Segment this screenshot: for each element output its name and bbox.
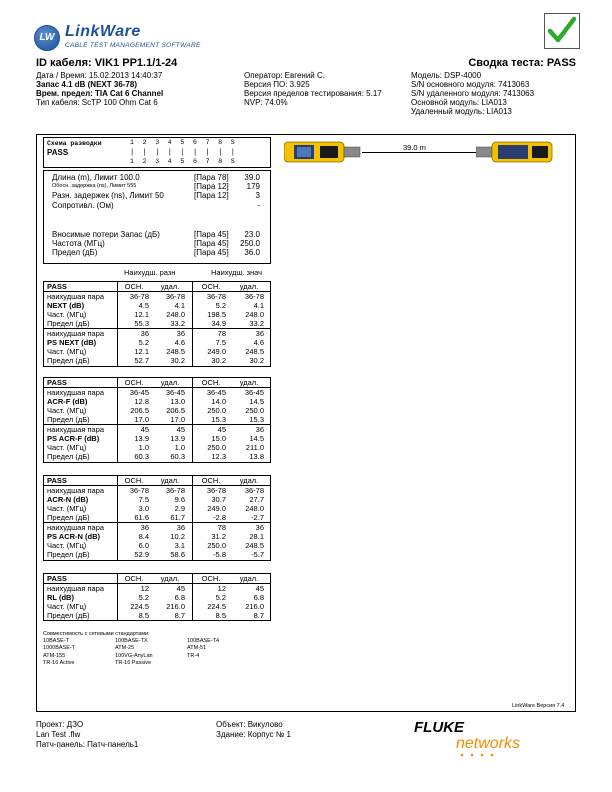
cell-value: 206.5 [130,405,149,415]
table-row [44,397,270,406]
row-label: PS ACR-N (dB) [47,531,101,541]
compat-standard: TR-16 Active [43,659,75,666]
compat-standard: 100VG-AnyLan [115,652,153,659]
summary-box: Длина (m), Лимит 100.0 [Пара 78] 39.0 Обосн. задержка (ns), Лимит 555 [Пара 12] 179 Разн. задержек (ns), Лимит 50 [Пара 12] 3 Сопротивл. (Ом) - Вносимые потери Запас (дБ) [Пара 45] 23.0 Частота (МГц) [Пара 45] 250.0 Предел (дБ) [Пара 45] 36.0 [43,170,271,264]
cell-value: 5.2 [138,592,149,602]
row-label: наихудшая пара [47,388,105,398]
cell-value: 45 [176,584,185,594]
table-row [44,513,270,522]
cell-value: 249.0 [207,503,226,513]
cell-value: 34.9 [211,319,226,329]
cell-value: 36-78 [244,486,264,496]
logo-name: LinkWare [65,23,141,40]
cell-value: 1.0 [174,443,185,453]
datetime: Дата / Время: 15.02.2013 14:40:37 [36,71,163,80]
row-label: Предел (дБ) [47,611,90,621]
cell-value: 13.9 [170,433,185,443]
row-label: наихудшая пара [47,292,105,302]
result-block [43,573,271,621]
cell-value: 45 [176,425,185,435]
row-label: Предел (дБ) [47,550,90,560]
row-label: ACR-F (dB) [47,396,88,406]
cell-value: 30.2 [211,356,226,366]
compat-standard: ATM-25 [115,645,135,652]
cell-value: удал. [160,476,180,485]
row-label: наихудшая пара [47,523,105,533]
table-row [44,328,270,337]
row-label: наихудшая пара [47,425,105,435]
cell-value: 248.0 [245,309,264,319]
remote-unit-icon [476,141,554,163]
cell-value: 14.5 [249,396,264,406]
cell-value: 27.7 [249,494,264,504]
cell-value: 36-78 [129,486,149,496]
cell-value: 36-78 [244,292,264,302]
cell-value: 36 [140,523,149,533]
cell-value: 249.0 [207,347,226,357]
table-row [44,406,270,415]
cell-value: 36-78 [206,292,226,302]
table-row [44,550,270,559]
cell-value: 248.5 [245,347,264,357]
table-row [44,443,270,452]
cell-value: 36 [140,329,149,339]
row-label: Част. (МГц) [47,503,87,513]
column-divider [117,574,118,620]
cell-value: 12.8 [134,396,149,406]
cell-value: 8.7 [253,611,264,621]
cell-value: 216.0 [245,601,264,611]
cell-value: 3.0 [138,503,149,513]
table-row [44,387,270,396]
row-label: Предел (дБ) [47,513,90,523]
svg-text:networks: networks [456,735,521,752]
table-row [44,504,270,513]
cell-value: 8.5 [215,611,226,621]
cell-value: 5.2 [138,337,149,347]
cell-value: удал. [239,378,259,387]
cell-value: 7.5 [138,494,149,504]
cell-value: 36-78 [165,486,185,496]
cell-value: 4.1 [174,300,185,310]
cell-value: 4.1 [253,300,264,310]
test-summary: Сводка теста: PASS [468,57,576,69]
column-divider [192,574,193,620]
row-label: Предел (дБ) [47,452,90,462]
cell-value: 3.1 [174,541,185,551]
table-row [44,476,270,485]
cell-value: 15.3 [211,415,226,425]
cell-value: 36 [176,523,185,533]
cell-value: 12 [140,584,149,594]
column-divider [192,282,193,366]
cell-value: ОСН. [124,282,144,291]
wiremap-label: Схема разводки [47,140,102,147]
cell-value: удал. [160,378,180,387]
nvp: NVP: 74.0% [244,98,288,107]
cell-value: -5.7 [251,550,264,560]
cell-value: 30.2 [249,356,264,366]
cell-value: 250.0 [207,541,226,551]
cell-value: 8.4 [138,531,149,541]
fluke-networks-logo [412,718,552,758]
wiremap-bottom-pins: 1 2 3 4 5 6 7 8 S [130,158,238,165]
cell-value: 15.3 [249,415,264,425]
cell-value: 224.5 [207,601,226,611]
cell-value: 248.5 [245,541,264,551]
cell-value: удал. [239,574,259,583]
cell-value: 36-45 [165,388,185,398]
cell-value: 78 [217,523,226,533]
headroom: Запас 4.1 dB (NEXT 36-78) [36,80,137,89]
cell-value: 12.3 [211,452,226,462]
cell-value: 31.2 [211,531,226,541]
cell-value: 78 [217,329,226,339]
sn-remote: S/N удаленного модуля: 7413063 [411,89,535,98]
cell-value: 250.0 [245,405,264,415]
footer-object: Объект: Викулово [216,720,283,729]
cell-value: 13.9 [134,433,149,443]
cell-value: 13.0 [170,396,185,406]
cell-value: 28.1 [249,531,264,541]
cell-value: ОСН. [124,378,144,387]
cell-value: ОСН. [201,282,221,291]
cell-value: ОСН. [201,378,221,387]
row-label: PASS [47,476,67,485]
cell-value: 36-45 [206,388,226,398]
table-row [44,593,270,602]
footer-building: Здание: Корпус № 1 [216,730,292,739]
cell-value: 1.0 [138,443,149,453]
cell-value: 4.5 [138,300,149,310]
cell-value: 5.2 [215,592,226,602]
cell-value: 36 [255,425,264,435]
cable-id: ID кабеля: VIK1 PP1.1/1-24 [36,57,178,69]
table-row [44,452,270,461]
table-row [44,532,270,541]
compat-standard: ATM-51 [187,645,207,652]
wiremap-result: PASS [47,148,69,157]
table-row [44,319,270,328]
wiremap-top-pins: 1 2 3 4 5 6 7 8 S [130,139,238,146]
cell-value: 224.5 [130,601,149,611]
cell-value: 198.5 [207,309,226,319]
cell-value: удал. [160,282,180,291]
compat-standard: TR-16 Passive [115,659,152,666]
cell-value: 36 [255,523,264,533]
table-row [44,583,270,592]
footer-file: Lan Test .flw [36,730,81,739]
cell-value: 12 [217,584,226,594]
svg-text:FLUKE: FLUKE [414,719,464,736]
column-worst-value: Наихудш. знач [211,268,263,277]
result-block [43,281,271,367]
sw-version: Версия ПО: 3.925 [244,80,310,89]
row-label: RL (dB) [47,592,74,602]
sn-main: S/N основного модуля: 7413063 [411,80,530,89]
table-row [44,282,270,291]
row-label: PASS [47,378,67,387]
logo-tagline: CABLE TEST MANAGEMENT SOFTWARE [65,42,201,49]
cell-value: 7.5 [215,337,226,347]
cell-value: 60.3 [170,452,185,462]
cell-value: ОСН. [201,476,221,485]
remote-module: Удаленный модуль: LIA013 [411,107,512,116]
cell-value: 36 [255,329,264,339]
cell-value: 36-78 [206,486,226,496]
row-label: NEXT (dB) [47,300,85,310]
cell-value: -5.8 [213,550,226,560]
row-label: Предел (дБ) [47,356,90,366]
cell-value: 45 [255,584,264,594]
table-row [44,495,270,504]
table-row [44,338,270,347]
column-divider [192,378,193,462]
cell-value: 6.0 [138,541,149,551]
operator: Оператор: Евгений С. [244,71,325,80]
cell-value: 250.0 [207,443,226,453]
table-row [44,378,270,387]
cell-value: -2.7 [251,513,264,523]
cell-value: 55.3 [134,319,149,329]
table-row [44,541,270,550]
row-label: Предел (дБ) [47,319,90,329]
row-label: наихудшая пара [47,584,105,594]
compat-standard: TR-4 [187,652,200,659]
cell-value: 61.6 [134,513,149,523]
cell-value: 12.1 [134,309,149,319]
limits-version: Версия пределов тестирования: 5.17 [244,89,382,98]
table-row [44,574,270,583]
cell-value: 58.6 [170,550,185,560]
table-row [44,424,270,433]
compat-standard: ATM-155 [43,652,66,659]
table-row [44,434,270,443]
cell-value: 17.0 [134,415,149,425]
compat-standard: 1000BASE-T [43,645,76,652]
cell-value: 14.5 [249,433,264,443]
table-row [44,415,270,424]
row-label: Предел (дБ) [47,415,90,425]
wiremap-bars: | | | | | | | | | [130,149,238,157]
column-divider [117,282,118,366]
table-row [44,356,270,365]
cell-value: 36-78 [165,292,185,302]
cell-value: 33.2 [249,319,264,329]
row-label: PS ACR-F (dB) [47,433,100,443]
cell-value: 10.2 [170,531,185,541]
compat-title: Совместимость с сетевыми стандартами: [43,631,150,637]
cell-value: 36-45 [244,388,264,398]
compat-standard: 10BASE-T [43,638,69,644]
cell-value: 36-45 [129,388,149,398]
cell-value: 52.7 [134,356,149,366]
table-row [44,485,270,494]
linkware-logo-icon: LW [34,25,60,51]
cell-value: 250.0 [207,405,226,415]
cell-value: 4.6 [174,337,185,347]
table-row [44,301,270,310]
cable-type: Тип кабеля: ScTP 100 Ohm Cat 6 [36,98,158,107]
cell-value: 61.7 [170,513,185,523]
cell-value: 14.0 [211,396,226,406]
cell-value: 2.9 [174,503,185,513]
cell-value: 30.7 [211,494,226,504]
cell-value: 211.0 [245,443,264,453]
row-label: Част. (МГц) [47,601,87,611]
column-worst-margin: Наихудш. разн [124,268,176,277]
cell-value: 9.6 [174,494,185,504]
row-label: ACR-N (dB) [47,494,89,504]
pass-check-icon [544,13,580,49]
footer-project: Проект: ДЗО [36,720,84,729]
cable-length-label: 39.0 m [403,143,426,152]
cable-line [362,152,492,153]
cell-value: 248.0 [166,309,185,319]
cell-value: 13.8 [249,452,264,462]
row-label: наихудшая пара [47,329,105,339]
test-limit: Врем. предел: TIA Cat 6 Channel [36,89,164,98]
cell-value: 45 [140,425,149,435]
compat-standard: 100BASE-T4 [187,638,220,644]
cell-value: 4.6 [253,337,264,347]
cell-value: 8.7 [174,611,185,621]
column-divider [192,476,193,560]
cell-value: 30.2 [170,356,185,366]
table-row [44,291,270,300]
model: Модель: DSP-4000 [411,71,482,80]
main-module: Основной модуль: LIA013 [411,98,507,107]
row-label: наихудшая пара [47,486,105,496]
cell-value: 15.0 [211,433,226,443]
compat-standard: 100BASE-TX [115,638,148,644]
cell-value: ОСН. [124,476,144,485]
table-row [44,611,270,620]
table-row [44,347,270,356]
cell-value: 6.8 [253,592,264,602]
wiremap [43,137,271,168]
cell-value: ОСН. [124,574,144,583]
result-block [43,377,271,463]
result-block [43,475,271,561]
cell-value: 248.5 [166,347,185,357]
cell-value: 8.5 [138,611,149,621]
cell-value: 36 [176,329,185,339]
table-row [44,522,270,531]
cell-value: удал. [239,476,259,485]
cell-value: 45 [217,425,226,435]
row-label: Част. (МГц) [47,541,87,551]
cell-value: 17.0 [170,415,185,425]
row-label: PASS [47,574,67,583]
column-divider [117,378,118,462]
cell-value: 248.0 [245,503,264,513]
cell-value: 12.1 [134,347,149,357]
cell-value: удал. [239,282,259,291]
row-label: Част. (МГц) [47,443,87,453]
row-label: Част. (МГц) [47,405,87,415]
row-label: Част. (МГц) [47,347,87,357]
cell-value: 52.9 [134,550,149,560]
cell-value: 206.5 [166,405,185,415]
column-divider [117,476,118,560]
linkware-logo [34,22,214,52]
row-label: PASS [47,282,67,291]
table-row [44,310,270,319]
cell-value: 33.2 [170,319,185,329]
cell-value: 6.8 [174,592,185,602]
cell-value: 216.0 [166,601,185,611]
cell-value: 5.2 [215,300,226,310]
row-label: Част. (МГц) [47,309,87,319]
row-label: PS NEXT (dB) [47,337,97,347]
main-unit-icon [284,141,362,163]
footer-patch-panel: Патч-панель: Патч-панель1 [36,740,139,749]
cell-value: удал. [160,574,180,583]
cell-value: 36-78 [129,292,149,302]
cell-value: -2.8 [213,513,226,523]
table-row [44,602,270,611]
cell-value: 60.3 [134,452,149,462]
linkware-version: LinkWare Версия 7.4 [512,703,565,709]
cell-value: ОСН. [201,574,221,583]
